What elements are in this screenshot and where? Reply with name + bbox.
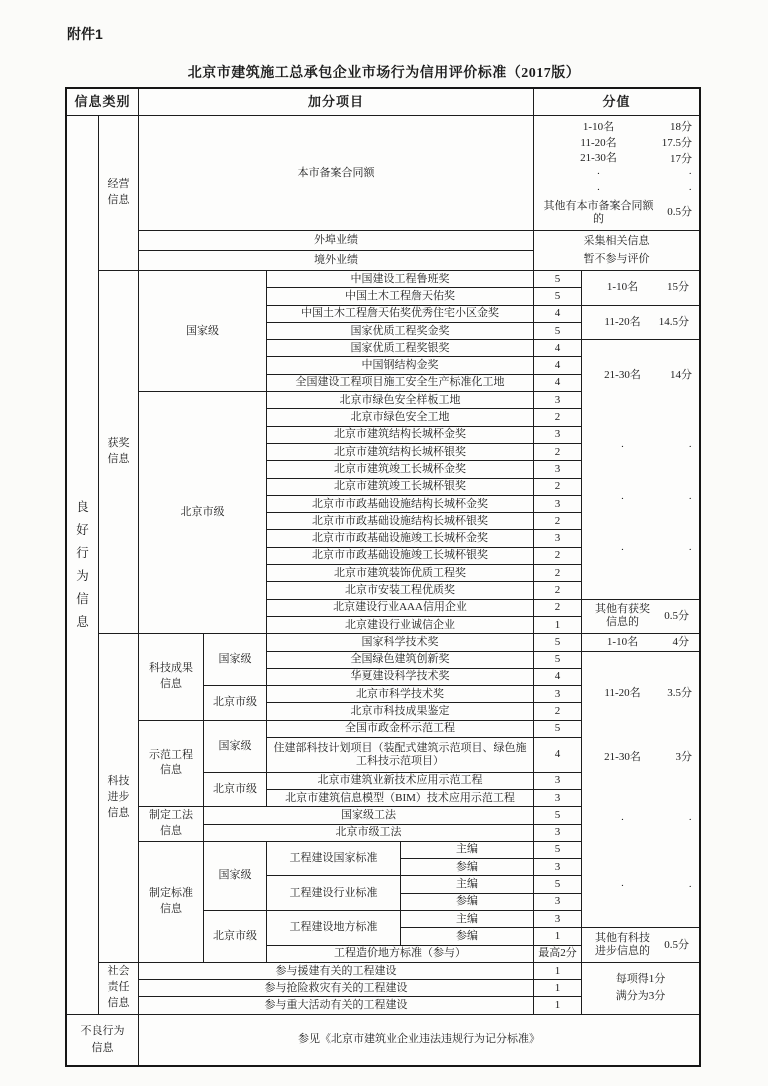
tech-achievement-national: 国家级 (204, 634, 267, 686)
award-item-score: 2 (534, 565, 582, 582)
tech-demo-municipal: 北京市级 (204, 773, 267, 808)
award-item-name: 北京市市政基础设施结构长城杯金奖 (267, 496, 534, 513)
tech-demo-label: 示范工程信息 (139, 721, 204, 807)
tech-item-name: 华夏建设科学技术奖 (267, 669, 534, 686)
tech-item-name: 北京市建筑信息模型（BIM）技术应用示范工程 (267, 790, 534, 807)
document-title: 北京市建筑施工总承包企业市场行为信用评价标准（2017版） (187, 66, 581, 81)
award-item-score: 3 (534, 496, 582, 513)
standard-cost-name: 工程造价地方标准（参与） (267, 946, 534, 963)
credit-evaluation-table (65, 87, 701, 1067)
standard-role: 主编 (401, 911, 534, 928)
standard-score: 3 (534, 894, 582, 911)
award-item-score: 4 (534, 375, 582, 392)
category-bad-behavior: 不良行为信息 (67, 1015, 139, 1065)
rank-line: 11-20名 17.5分 (580, 136, 692, 149)
standard-group-name: 工程建设行业标准 (267, 876, 401, 911)
award-item-score: 2 (534, 548, 582, 565)
tech-item-score: 4 (534, 669, 582, 686)
bad-behavior-content: 参见《北京市建筑业企业违法违规行为记分标准》 (298, 1033, 540, 1046)
rank-ellipsis: · · (620, 814, 692, 827)
standard-role: 参编 (401, 928, 534, 945)
section-tech-label: 科技进步信息 (99, 634, 139, 963)
standard-score: 5 (534, 842, 582, 859)
standard-score: 5 (534, 876, 582, 893)
business-overseas-performance: 境外业绩 (139, 251, 534, 271)
award-item-score: 2 (534, 444, 582, 461)
business-outside-performance: 外埠业绩 (139, 231, 534, 251)
header-category: 信息类别 (67, 89, 139, 116)
award-item-score: 1 (534, 617, 582, 634)
section-business-label: 经营信息 (99, 116, 139, 271)
tech-item-name: 国家科学技术奖 (267, 634, 534, 651)
tech-standard-national: 国家级 (204, 842, 267, 911)
awards-level-municipal: 北京市级 (139, 392, 267, 634)
tech-item-score: 3 (534, 773, 582, 790)
social-item-name: 参与抢险救灾有关的工程建设 (139, 980, 534, 997)
rank-ellipsis: · · (620, 544, 692, 557)
award-item-name: 北京市市政基础设施结构长城杯银奖 (267, 513, 534, 530)
tech-item-name: 全国绿色建筑创新奖 (267, 652, 534, 669)
award-item-score: 5 (534, 271, 582, 288)
rank-ellipsis: · · (620, 880, 692, 893)
tech-item-name: 北京市科技成果鉴定 (267, 703, 534, 720)
standard-role: 主编 (401, 842, 534, 859)
award-item-score: 2 (534, 479, 582, 496)
section-social-label: 社会责任信息 (99, 963, 139, 1015)
award-item-score: 3 (534, 392, 582, 409)
award-item-name: 北京市建筑结构长城杯金奖 (267, 427, 534, 444)
social-note: 每项得1分 满分为3分 (582, 963, 699, 1015)
award-item-name: 北京市安装工程优质奖 (267, 582, 534, 599)
header-score: 分值 (534, 89, 699, 116)
award-item-score: 4 (534, 340, 582, 357)
award-item-score: 2 (534, 513, 582, 530)
award-item-name: 北京市建筑竣工长城杯银奖 (267, 479, 534, 496)
award-item-score: 2 (534, 600, 582, 617)
rank-line-other: 其他有本市备案合同额的 0.5分 (543, 199, 692, 225)
standard-role: 参编 (401, 894, 534, 911)
tech-achievement-label: 科技成果信息 (139, 634, 204, 720)
award-item-name: 北京市绿色安全工地 (267, 409, 534, 426)
award-item-name: 中国土木工程詹天佑奖优秀住宅小区金奖 (267, 306, 534, 323)
rank-ellipsis: · · (596, 168, 692, 181)
tech-achievement-municipal: 北京市级 (204, 686, 267, 721)
standard-score: 3 (534, 911, 582, 928)
tech-item-score: 5 (534, 807, 582, 824)
business-contract-scores (534, 116, 699, 231)
tech-item-name: 北京市级工法 (204, 825, 534, 842)
tech-item-name: 住建部科技计划项目（装配式建筑示范项目、绿色施工科技示范项目） (267, 738, 534, 773)
rank-line: 1-10名 18分 (582, 121, 692, 134)
standard-score: 1 (534, 928, 582, 945)
rank-ellipsis: · · (620, 492, 692, 505)
award-item-score: 4 (534, 357, 582, 374)
business-note: 采集相关信息 暂不参与评价 (534, 231, 699, 271)
section-awards-label: 获奖信息 (99, 271, 139, 634)
category-good-behavior (67, 116, 99, 1015)
header-bonus-items: 加分项目 (139, 89, 534, 116)
tech-item-score: 3 (534, 790, 582, 807)
award-item-name: 北京市建筑竣工长城杯金奖 (267, 461, 534, 478)
tech-item-name: 国家级工法 (204, 807, 534, 824)
tech-item-score: 3 (534, 686, 582, 703)
award-item-name: 北京市建筑结构长城杯银奖 (267, 444, 534, 461)
award-item-name: 北京市市政基础设施竣工长城杯金奖 (267, 530, 534, 547)
social-item-score: 1 (534, 980, 582, 997)
awards-rank-other: 其他有获奖信息的 0.5分 (582, 600, 699, 635)
tech-item-score: 5 (534, 634, 582, 651)
tech-item-score: 2 (534, 703, 582, 720)
award-item-score: 4 (534, 306, 582, 323)
tech-item-score: 4 (534, 738, 582, 773)
award-item-name: 北京建设行业诚信企业 (267, 617, 534, 634)
award-item-name: 北京市建筑装饰优质工程奖 (267, 565, 534, 582)
tech-standard-municipal: 北京市级 (204, 911, 267, 963)
awards-rank-3: 21-30名 14分 · · · · · · (582, 340, 699, 599)
tech-item-score: 5 (534, 652, 582, 669)
standard-group-name: 工程建设地方标准 (267, 911, 401, 946)
awards-rank-2: 11-20名 14.5分 (582, 306, 699, 341)
award-item-name: 中国土木工程詹天佑奖 (267, 288, 534, 305)
award-item-name: 国家优质工程奖银奖 (267, 340, 534, 357)
social-item-score: 1 (534, 997, 582, 1014)
award-item-score: 2 (534, 409, 582, 426)
award-item-score: 3 (534, 427, 582, 444)
award-item-name: 北京市市政基础设施竣工长城杯银奖 (267, 548, 534, 565)
tech-item-score: 5 (534, 721, 582, 738)
award-item-score: 5 (534, 323, 582, 340)
award-item-name: 北京市绿色安全样板工地 (267, 392, 534, 409)
award-item-score: 5 (534, 288, 582, 305)
award-item-score: 3 (534, 530, 582, 547)
standard-group-name: 工程建设国家标准 (267, 842, 401, 877)
award-item-score: 3 (534, 461, 582, 478)
rank-ellipsis: · · (596, 183, 692, 196)
tech-item-name: 北京市建筑业新技术应用示范工程 (267, 773, 534, 790)
tech-item-name: 全国市政金杯示范工程 (267, 721, 534, 738)
social-item-score: 1 (534, 963, 582, 980)
tech-standard-label: 制定标准信息 (139, 842, 204, 963)
standard-cost-score: 最高2分 (534, 946, 582, 963)
tech-item-score: 3 (534, 825, 582, 842)
tech-rank-other: 其他有科技进步信息的 0.5分 (582, 928, 699, 963)
award-item-name: 全国建设工程项目施工安全生产标准化工地 (267, 375, 534, 392)
award-item-name: 中国钢结构金奖 (267, 357, 534, 374)
good-behavior-label: 良好行为信息 (76, 499, 89, 629)
tech-rank-1: 1-10名 4分 (582, 634, 699, 651)
award-item-name: 北京建设行业AAA信用企业 (267, 600, 534, 617)
social-item-name: 参与重大活动有关的工程建设 (139, 997, 534, 1014)
rank-line: 21-30名 17分 (580, 152, 692, 165)
tech-demo-national: 国家级 (204, 721, 267, 773)
social-item-name: 参与援建有关的工程建设 (139, 963, 534, 980)
standard-role: 主编 (401, 876, 534, 893)
standard-role: 参编 (401, 859, 534, 876)
tech-rank-2: 11-20名 3.5分 21-30名 3分 · · · · (582, 652, 699, 929)
tech-method-label: 制定工法信息 (139, 807, 204, 842)
awards-rank-1: 1-10名 15分 (582, 271, 699, 306)
business-contract-item: 本市备案合同额 (139, 116, 534, 231)
standard-score: 3 (534, 859, 582, 876)
tech-item-name: 北京市科学技术奖 (267, 686, 534, 703)
rank-ellipsis: · · (620, 440, 692, 454)
award-item-score: 2 (534, 582, 582, 599)
award-item-name: 国家优质工程奖金奖 (267, 323, 534, 340)
awards-level-national: 国家级 (139, 271, 267, 392)
attachment-label: 附件1 (67, 26, 103, 42)
award-item-name: 中国建设工程鲁班奖 (267, 271, 534, 288)
